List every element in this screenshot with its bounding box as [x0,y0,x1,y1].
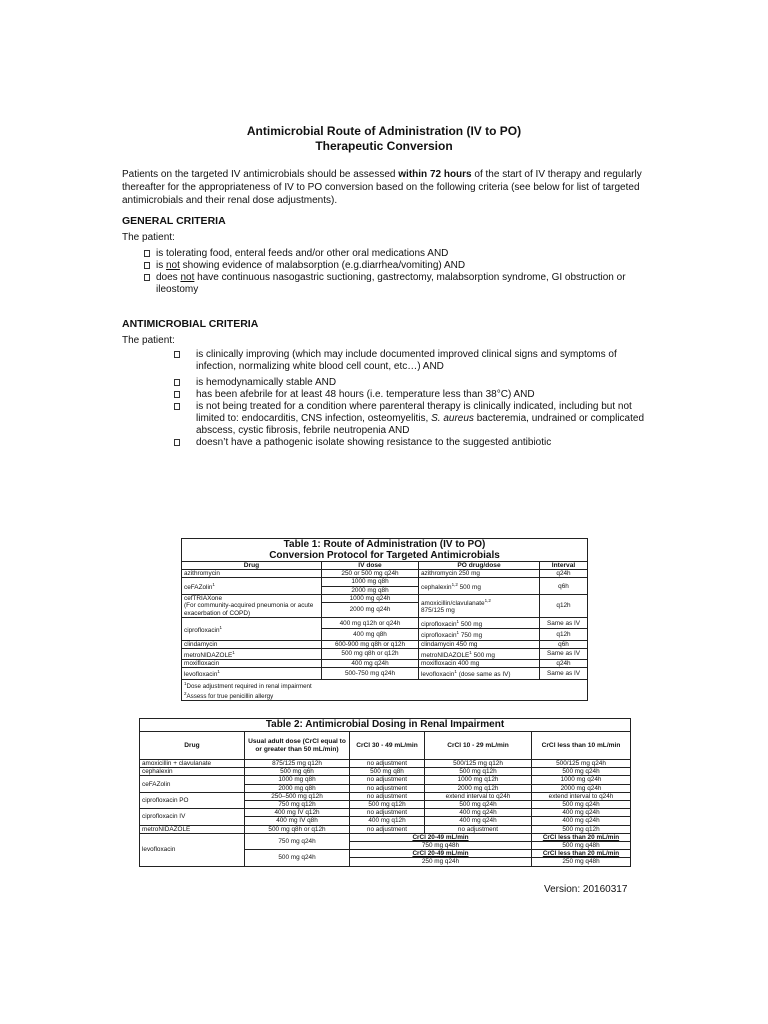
table-header: CrCl less than 10 mL/min [532,732,631,760]
list-item: has been afebrile for at least 48 hours (i.e. temperature less than 38°C) AND [172,389,652,401]
antimicrobial-patient-label: The patient: [122,335,175,346]
table-row: ciprofloxacin$^1$ 400 mg q12h or q24h ciprofloxacin$^1$ 500 mg Same as IV [182,618,588,629]
table-row: clindamycin 600-900 mg q8h or q12h clindamycin 450 mg q6h [182,640,588,648]
renal-dosing-table [139,718,631,867]
checkbox-icon [174,391,180,398]
checkbox-icon [144,250,150,257]
antimicrobial-criteria-heading: ANTIMICROBIAL CRITERIA [122,318,259,330]
table-row: metroNIDAZOLE 500 mg q8h or q12h no adjustment no adjustment 500 mg q12h [140,825,631,833]
version-label: Version: 20160317 [544,884,628,895]
list-item: does not have continuous nasogastric suctioning, gastrectomy, malabsorption syndrome, GI obstruction or ileostomy [144,272,644,296]
list-item: is hemodynamically stable AND [172,377,652,389]
table-row: 500 mg q24h CrCl 20-49 mL/min CrCl less than 20 mL/min [140,850,631,858]
table-footnotes: $^1$Dose adjustment required in renal impairment $^2$Assess for true penicillin allergy [182,679,588,700]
checkbox-icon [174,351,180,358]
table-header: Usual adult dose (CrCl equal to or greater than 50 mL/min) [245,732,350,760]
document-subtitle: Therapeutic Conversion [315,139,453,153]
general-patient-label: The patient: [122,232,175,243]
checkbox-icon [174,379,180,386]
checkbox-icon [174,403,180,410]
table-row: 400 mg IV q8h 400 mg q12h 400 mg q24h 400 mg q24h [140,817,631,825]
table-row: azithromycin 250 or 500 mg q24h azithromycin 250 mg q24h [182,570,588,578]
table-row: levofloxacin$^1$ 500-750 mg q24h levofloxacin$^1$ (dose same as IV) Same as IV [182,668,588,679]
general-criteria-list [144,248,644,296]
table-row: 2000 mg q8h [182,586,588,594]
list-item: is clinically improving (which may include documented improved clinical signs and symptoms of infection, normalizing white blood cell count, etc…) AND [172,349,652,373]
list-item: doesn’t have a pathogenic isolate showing resistance to the suggested antibiotic [172,437,652,449]
table-header: Drug [140,732,245,760]
table-header: CrCl 10 - 29 mL/min [425,732,532,760]
general-criteria-heading: GENERAL CRITERIA [122,215,226,227]
table-row: 750 mg q48h 500 mg q48h [140,842,631,850]
table-row: cephalexin 500 mg q6h 500 mg q8h 500 mg q12h 500 mg q24h [140,768,631,776]
table-header: Drug [182,562,322,570]
table-header: IV dose [322,562,419,570]
list-item: is not showing evidence of malabsorption (e.g.diarrhea/vomiting) AND [144,260,644,272]
table-row: amoxicillin + clavulanate 875/125 mg q12h no adjustment 500/125 mg q12h 500/125 mg q24h [140,760,631,768]
table-row: ceFAZolin$^1$ 1000 mg q8h cephalexin$^{1,2}$ 500 mg q6h [182,578,588,586]
table-row: cefTRIAXone (For community-acquired pneumonia or acute exacerbation of COPD) 1000 mg q24h amoxicillin/clavulanate$^{1,2}$ 875/125 mg q12h [182,594,588,602]
checkbox-icon [174,439,180,446]
table-row: levofloxacin 750 mg q24h CrCl 20-49 mL/min CrCl less than 20 mL/min [140,833,631,841]
table2-caption: Table 2: Antimicrobial Dosing in Renal Impairment [140,719,631,732]
table-row: 2000 mg q8h no adjustment 2000 mg q12h 2000 mg q24h [140,784,631,792]
table-row: ciprofloxacin IV 400 mg IV q12h no adjustment 400 mg q24h 400 mg q24h [140,809,631,817]
intro-bold: within 72 hours [398,169,472,180]
document-title: Antimicrobial Route of Administration (IV to PO) [246,124,522,138]
table-row: moxifloxacin 400 mg q24h moxifloxacin 400 mg q24h [182,660,588,668]
list-item: is tolerating food, enteral feeds and/or other oral medications AND [144,248,644,260]
table-row: metroNIDAZOLE$^1$ 500 mg q8h or q12h metroNIDAZOLE$^1$ 500 mg Same as IV [182,648,588,659]
table-row: ciprofloxacin PO 250–500 mg q12h no adjustment extend interval to q24h extend interval to q24h [140,792,631,800]
conversion-table [181,538,588,701]
table-row: 2000 mg q24h [182,603,588,618]
list-item: is not being treated for a condition where parenteral therapy is clinically indicated, including but not limited to: endocarditis, CNS infection, osteomyelitis, S. aureus bacteremia, undrained or complicated abscess, cystic fibrosis, febrile neutropenia AND [172,401,652,437]
checkbox-icon [144,274,150,281]
table-header: CrCl 30 - 49 mL/min [350,732,425,760]
table-header: Interval [540,562,588,570]
table-row: 400 mg q8h ciprofloxacin$^1$ 750 mg q12h [182,629,588,640]
table-row: 750 mg q12h 500 mg q12h 500 mg q24h 500 mg q24h [140,801,631,809]
checkbox-icon [144,262,150,269]
intro-paragraph: Patients on the targeted IV antimicrobials should be assessed within 72 hours of the start of IV therapy and regularly thereafter for the appropriateness of IV to PO conversion based on the following criteria (see below for list of targeted antimicrobials and their renal dose adjustments). [122,169,642,206]
table-header: PO drug/dose [419,562,540,570]
table-row: ceFAZolin 1000 mg q8h no adjustment 1000 mg q12h 1000 mg q24h [140,776,631,784]
antimicrobial-criteria-list [172,349,652,449]
table1-caption: Table 1: Route of Administration (IV to PO) Conversion Protocol for Targeted Antimicrobials [182,539,588,562]
table-row: 250 mg q24h 250 mg q48h [140,858,631,866]
